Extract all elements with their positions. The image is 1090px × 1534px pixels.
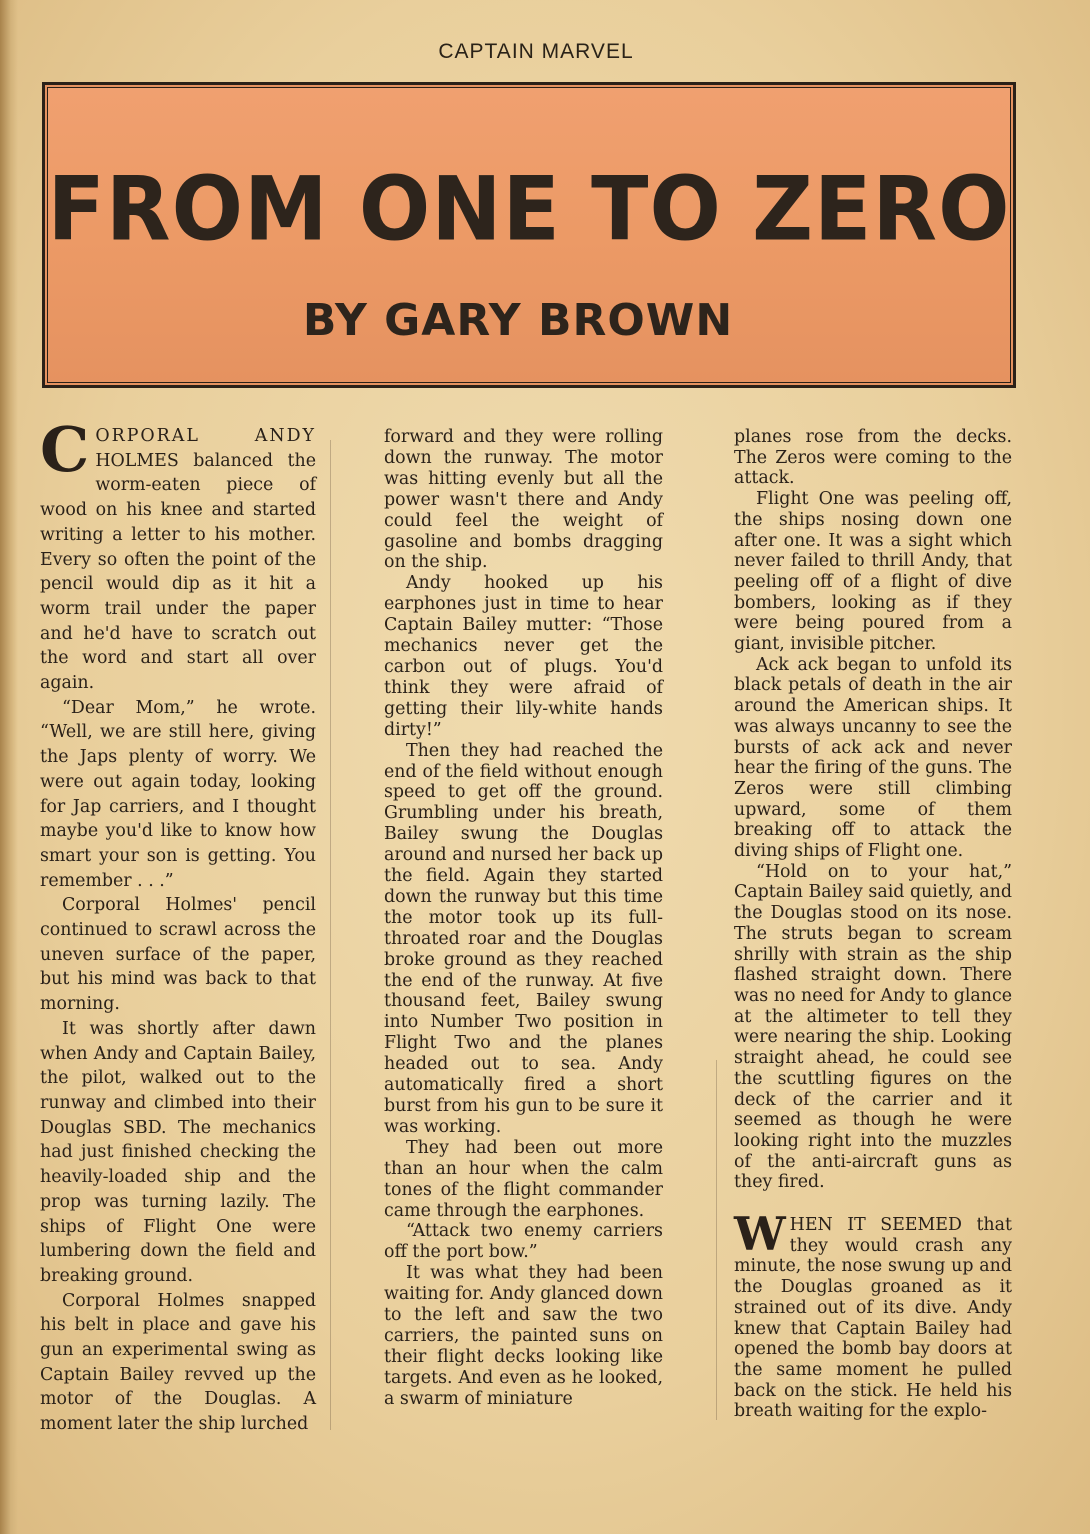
paragraph: It was what they had been waiting for. Andy glanced down to the left and saw the two carriers, the painted suns on their flight decks looking like targets. And even as he looked, a swarm of miniature [384,1263,663,1409]
paragraph: Ack ack began to unfold its black petals of death in the air around the American ships. It was always uncanny to see the bursts of ack ack and never hear the firing of the guns. The Zeros were still climbing upward, some of them breaking off to attack the diving ships of Flight one. [734,654,1012,862]
paragraph [40,413,316,696]
story-byline: BY GARY BROWN [302,295,734,346]
paragraph: Andy hooked up his earphones just in time to hear Captain Bailey mutter: “Those mechanics never get the carbon out of plugs. You'd think they were afraid of getting their lily-white hands dirty!” [384,573,663,740]
column-rule [716,1060,717,1420]
running-head: CAPTAIN MARVEL [438,40,634,63]
text-column-1 [40,413,316,1437]
paragraph: It was shortly after dawn when Andy and Captain Bailey, the pilot, walked out to the runway and climbed into their Douglas SBD. The mechanics had just finished checking the heavily-loaded ship and the prop was turning lazily. The ships of Flight One were lumbering down the field and breaking ground. [40,1018,316,1286]
paragraph: Flight One was peeling off, the ships nosing down one after one. It was a sight which never failed to thrill Andy, that peeling off of a flight of dive bombers, looking as if they were being poured from a giant, invisible pitcher. [734,489,1012,655]
paragraph: forward and they were rolling down the runway. The motor was hitting evenly but all the power wasn't there and Andy could feel the weight of gasoline and bombs dragging on the ship. [384,427,663,573]
text-column-2 [384,427,663,1410]
paragraph: Corporal Holmes snapped his belt in place and gave his gun an experimental swing as Captain Bailey revved up the motor of the Douglas. A moment later the ship lurched [40,1290,316,1435]
drop-cap: W [734,1207,786,1262]
lead-in-caps: ORPORAL ANDY [95,426,316,446]
lead-in-caps: HEN IT SEEMED that [789,1215,1012,1236]
paragraph-text: HOLMES balanced the worm-eaten piece of wood on his knee and started writing a letter to his mother. Every so often the point of the pencil would dip as it hit a worm trail under the paper and he'd have to scratch out the word and start all over again. [40,450,316,694]
paragraph-text: they would crash any minute, the nose swung up and the Douglas groaned as it strained out of its dive. Andy knew that Captain Bailey had opened the bomb bay doors at the same moment he pulled back on the stick. He held his breath waiting for the explo- [734,1235,1012,1422]
column-rule [330,440,331,1430]
drop-cap: C [40,413,90,486]
paragraph: “Dear Mom,” he wrote. “Well, we are still here, giving the Japs plenty of worry. We were out again today, looking for Jap carriers, and I thought maybe you'd like to know how smart your son is getting. You remember . . .” [40,697,316,891]
paragraph: “Attack two enemy carriers off the port bow.” [384,1221,663,1263]
text-column-3 [734,427,1012,1422]
paragraph: “Hold on to your hat,” Captain Bailey said quietly, and the Douglas stood on its nose. The struts began to scream shrilly with strain as the ship flashed straight down. There was no need for Andy to glance at the altimeter to tell they were nearing the ship. Looking straight ahead, he could see the scuttling figures on the deck of the carrier and it seemed as though he were looking right into the muzzles of the anti-aircraft guns as they fired. [734,861,1012,1193]
paragraph: They had been out more than an hour when the calm tones of the flight commander came through the earphones. [384,1137,663,1221]
paragraph: planes rose from the decks. The Zeros were coming to the attack. [734,427,1012,489]
story-title: FROM ONE TO ZERO [47,157,1011,261]
paragraph: Then they had reached the end of the field without enough speed to get off the ground. Grumbling under his breath, Bailey swung the Douglas around and nursed her back up the field. Again they started down the runway but this time the motor took up its full-throated roar and the Douglas broke ground as they reached the end of the runway. At five thousand feet, Bailey swung into Number Two position in Flight Two and the planes headed out to sea. Andy automatically fired a short burst from his gun to be sure it was working. [384,740,663,1137]
paragraph [734,1207,1012,1422]
paragraph: Corporal Holmes' pencil continued to scrawl across the uneven surface of the paper, but his mind was back to that morning. [40,895,316,1015]
